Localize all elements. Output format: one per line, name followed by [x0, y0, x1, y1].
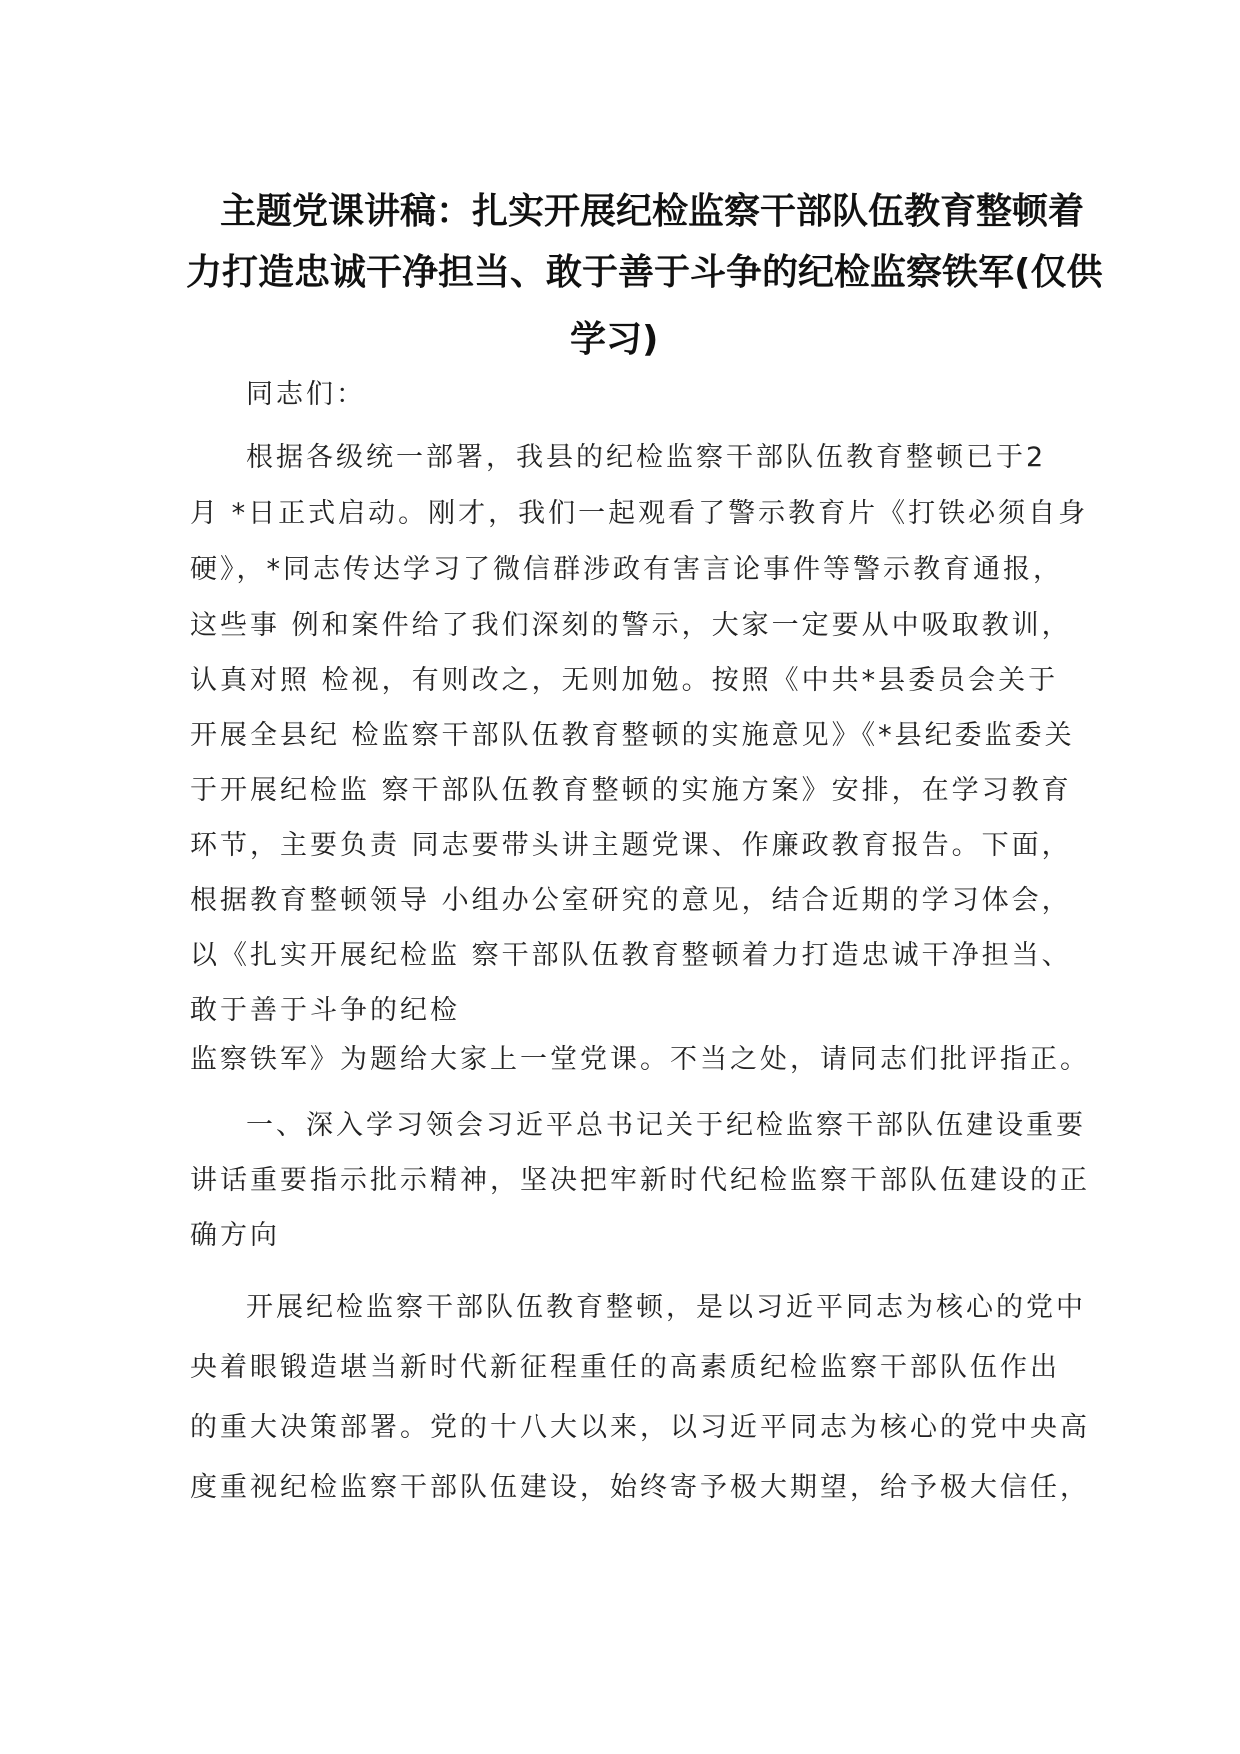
paragraph-line: 硬》，*同志传达学习了微信群涉政有害言论事件等警示教育通报， [190, 554, 1063, 585]
paragraph-line: 敢于善于斗争的纪检 [190, 995, 460, 1026]
document-title-line-3: 学习) [570, 319, 659, 360]
paragraph-line: 根据各级统一部署，我县的纪检监察干部队伍教育整顿已于2 [246, 442, 1047, 473]
paragraph-line: 根据教育整顿领导 小组办公室研究的意见，结合近期的学习体会， [190, 885, 1072, 916]
paragraph-line: 监察铁军》为题给大家上一堂党课。不当之处，请同志们批评指正。 [190, 1044, 1090, 1075]
section-heading-line: 一、深入学习领会习近平总书记关于纪检监察干部队伍建设重要 [246, 1110, 1086, 1141]
section-heading-line: 讲话重要指示批示精神，坚决把牢新时代纪检监察干部队伍建设的正 [190, 1165, 1090, 1196]
paragraph-line: 开展全县纪 检监察干部队伍教育整顿的实施意见》《*县纪委监委关 [190, 720, 1075, 751]
paragraph-line: 的重大决策部署。党的十八大以来，以习近平同志为核心的党中央高 [190, 1412, 1090, 1443]
document-title-line-2: 力打造忠诚干净担当、敢于善于斗争的纪检监察铁军(仅供 [186, 252, 1103, 293]
paragraph-line: 开展纪检监察干部队伍教育整顿，是以习近平同志为核心的党中 [246, 1292, 1086, 1323]
salutation: 同志们： [246, 379, 366, 410]
document-title-line-1: 主题党课讲稿：扎实开展纪检监察干部队伍教育整顿着 [220, 191, 1085, 232]
paragraph-line: 央着眼锻造堪当新时代新征程重任的高素质纪检监察干部队伍作出 [190, 1352, 1060, 1383]
paragraph-line: 这些事 例和案件给了我们深刻的警示，大家一定要从中吸取教训， [190, 610, 1072, 641]
paragraph-line: 于开展纪检监 察干部队伍教育整顿的实施方案》安排，在学习教育 [190, 775, 1072, 806]
paragraph-line: 环节，主要负责 同志要带头讲主题党课、作廉政教育报告。下面， [190, 830, 1072, 861]
paragraph-line: 以《扎实开展纪检监 察干部队伍教育整顿着力打造忠诚干净担当、 [190, 940, 1072, 971]
section-heading-line: 确方向 [190, 1220, 280, 1251]
paragraph-line: 度重视纪检监察干部队伍建设，始终寄予极大期望，给予极大信任， [190, 1472, 1090, 1503]
paragraph-line: 月 *日正式启动。刚才，我们一起观看了警示教育片《打铁必须自身 [190, 498, 1089, 529]
paragraph-line: 认真对照 检视，有则改之，无则加勉。按照《中共*县委员会关于 [190, 665, 1059, 696]
